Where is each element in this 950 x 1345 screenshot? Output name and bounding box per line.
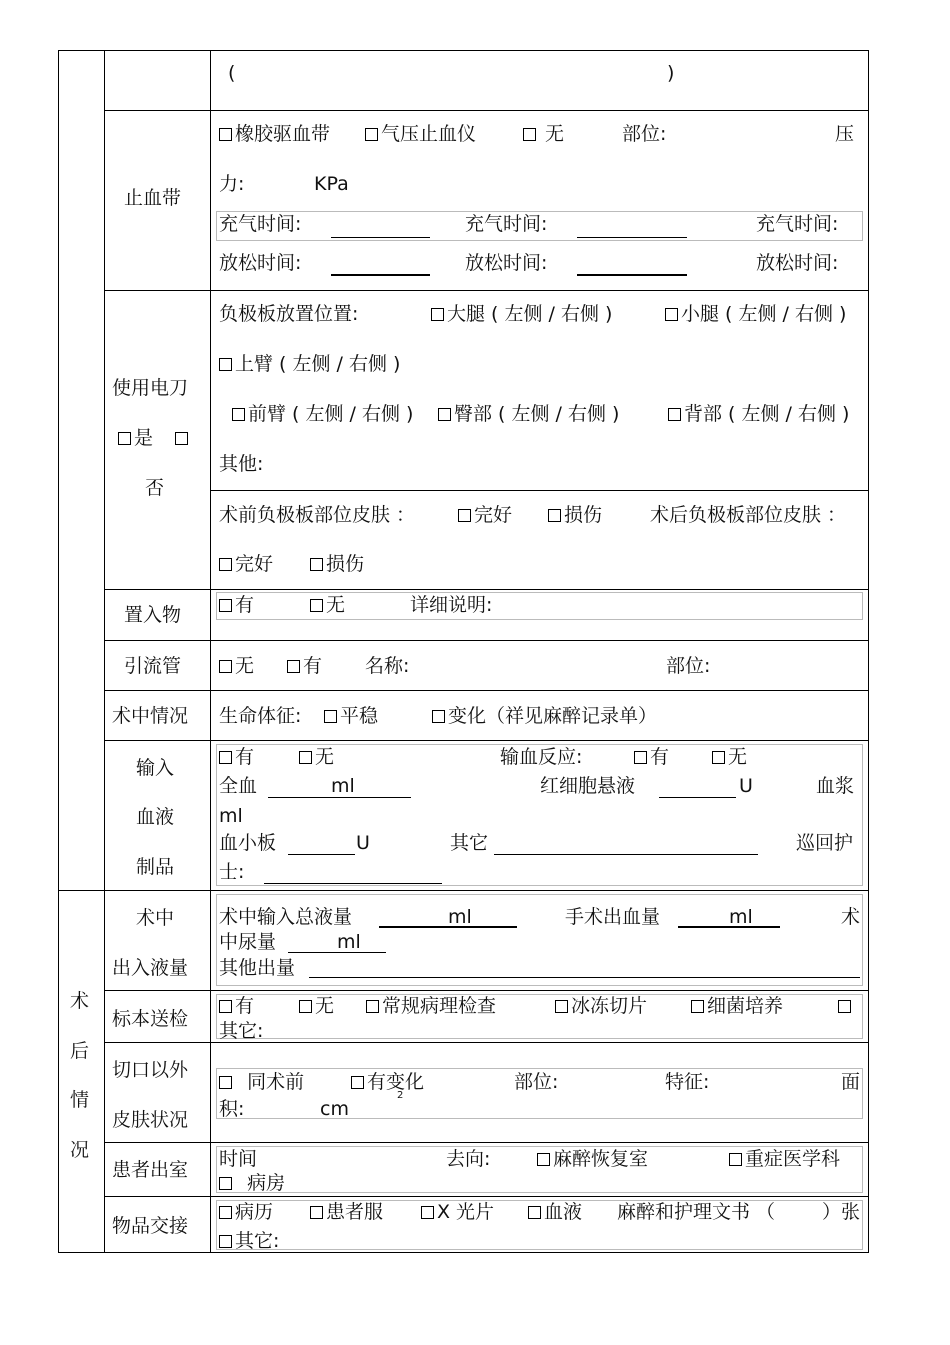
label-time: 时间	[219, 1148, 258, 1170]
label-postop-skin: 术后负极板部位皮肤 ：	[650, 504, 847, 526]
checkbox-icon	[324, 710, 337, 723]
inflate-time-1-field[interactable]	[331, 237, 430, 238]
checkbox-specimen-other[interactable]	[838, 995, 854, 1017]
checkbox-icon	[219, 599, 232, 612]
circulating-nurse-field[interactable]	[264, 883, 442, 884]
row-label-skin-2: 皮肤状况	[112, 1109, 189, 1131]
label-destination: 去向:	[446, 1148, 491, 1170]
row-label-intraop: 术中情况	[112, 705, 189, 727]
checkbox-icon	[351, 1076, 364, 1089]
checkbox-icon	[299, 751, 312, 764]
row-label-electrosurgery: 使用电刀	[112, 377, 189, 399]
label-plasma: 血浆	[816, 775, 855, 797]
label-total-input: 术中输入总液量	[219, 906, 353, 928]
checkbox-routine-pathology[interactable]: 常规病理检查	[366, 995, 496, 1017]
checkbox-implant-no[interactable]: 无	[310, 594, 345, 616]
other-product-field[interactable]	[494, 854, 758, 855]
unit-kpa: KPa	[314, 173, 349, 195]
row-label-fluids-1: 术中	[136, 907, 175, 929]
row-divider	[104, 589, 869, 590]
checkbox-forearm[interactable]: 前臂 ( 左侧 / 右侧 )	[232, 403, 413, 425]
label-other: 其他:	[219, 453, 264, 475]
label-drain-site: 部位:	[666, 655, 711, 677]
label-area-a: 面	[841, 1071, 861, 1093]
column-divider	[210, 50, 211, 1253]
label-detail: 详细说明:	[410, 594, 493, 616]
column-divider	[104, 50, 105, 1253]
label-no: 否	[145, 477, 165, 499]
checkbox-handover-other[interactable]: 其它:	[219, 1230, 279, 1252]
checkbox-icon	[729, 1153, 742, 1166]
label-release-time-1: 放松时间:	[219, 252, 302, 274]
checkbox-icon	[634, 751, 647, 764]
unit-superscript: 2	[397, 1090, 404, 1101]
row-label-specimen: 标本送检	[112, 1008, 189, 1030]
unit-ml: ml	[219, 805, 243, 827]
checkbox-vitals-changed[interactable]: 变化（祥见麻醉记录单）	[432, 705, 657, 727]
label-documents: 麻醉和护理文书 （	[617, 1201, 776, 1223]
section-divider	[58, 890, 869, 891]
checkbox-xray[interactable]: X 光片	[421, 1201, 494, 1223]
row-divider	[104, 290, 869, 291]
checkbox-icon	[118, 432, 131, 445]
label-preop-skin: 术前负极板部位皮肤 ：	[219, 504, 416, 526]
checkbox-icon	[219, 1235, 232, 1248]
label-circulating-nurse-a: 巡回护	[796, 832, 854, 854]
checkbox-icon	[668, 408, 681, 421]
row-label-tourniquet: 止血带	[124, 187, 182, 209]
label-skin-feature: 特征:	[665, 1071, 710, 1093]
checkbox-frozen-section[interactable]: 冰冻切片	[555, 995, 647, 1017]
checkbox-icon	[219, 1000, 232, 1013]
checkbox-bacterial-culture[interactable]: 细菌培养	[691, 995, 783, 1017]
row-divider	[104, 740, 869, 741]
row-label-fluids-2: 出入液量	[112, 957, 189, 979]
checkbox-icon	[432, 710, 445, 723]
unit-ml: ml	[448, 906, 472, 928]
unit-cm: cm	[320, 1098, 349, 1120]
label-pressure-a: 压	[835, 123, 855, 145]
checkbox-specimen-no[interactable]: 无	[299, 995, 334, 1017]
checkbox-upper-arm[interactable]: 上臂 ( 左侧 / 右侧 )	[219, 353, 400, 375]
row-divider	[104, 690, 869, 691]
whole-blood-field[interactable]	[268, 797, 411, 798]
rbc-field[interactable]	[659, 797, 736, 798]
table-border-top	[58, 50, 869, 51]
checkbox-blood[interactable]: 血液	[528, 1201, 582, 1223]
checkbox-vitals-stable[interactable]: 平稳	[324, 705, 378, 727]
section-label-postop-1: 术	[70, 990, 90, 1012]
checkbox-skin-same[interactable]: 同术前	[219, 1071, 304, 1093]
row-divider	[104, 1196, 869, 1197]
row-divider	[104, 640, 869, 641]
checkbox-rubber-tourniquet[interactable]: 橡胶驱血带	[219, 123, 330, 145]
checkbox-pneumatic-tourniquet[interactable]: 气压止血仪	[365, 123, 476, 145]
checkbox-icon	[310, 558, 323, 571]
row-divider	[104, 1042, 869, 1043]
checkbox-transfusion-no[interactable]: 无	[299, 746, 334, 768]
label-release-time-2: 放松时间:	[465, 252, 548, 274]
checkbox-icon	[555, 1000, 568, 1013]
label-other-product: 其它	[450, 832, 489, 854]
checkbox-icu[interactable]: 重症医学科	[729, 1148, 840, 1170]
label-inflate-time-3: 充气时间:	[756, 213, 839, 235]
checkbox-icon	[219, 751, 232, 764]
label-reaction: 输血反应:	[500, 746, 583, 768]
checkbox-implant-yes[interactable]: 有	[219, 594, 254, 616]
checkbox-icon	[287, 660, 300, 673]
row-label-transfusion-2: 血液	[136, 806, 175, 828]
row-label-skin-1: 切口以外	[112, 1059, 189, 1081]
label-site: 部位:	[622, 123, 667, 145]
row-label-transfusion-1: 输入	[136, 757, 175, 779]
checkbox-icon	[421, 1206, 434, 1219]
checkbox-skin-changed[interactable]: 有变化	[351, 1071, 424, 1093]
label-specimen-other: 其它:	[219, 1020, 264, 1042]
checkbox-electrosurgery-no[interactable]	[175, 427, 191, 449]
label-vitals: 生命体征:	[219, 705, 302, 727]
checkbox-drain-no[interactable]: 无	[219, 655, 254, 677]
row-divider	[104, 990, 869, 991]
checkbox-icon	[299, 1000, 312, 1013]
release-time-2-field[interactable]	[577, 274, 687, 276]
checkbox-preop-intact[interactable]: 完好	[458, 504, 512, 526]
checkbox-drain-yes[interactable]: 有	[287, 655, 322, 677]
checkbox-specimen-yes[interactable]: 有	[219, 995, 254, 1017]
checkbox-icon	[366, 1000, 379, 1013]
section-label-postop-2: 后	[70, 1040, 90, 1062]
checkbox-no-tourniquet[interactable]: 无	[523, 123, 564, 145]
checkbox-postop-intact[interactable]: 完好	[219, 553, 273, 575]
checkbox-reaction-yes[interactable]: 有	[634, 746, 669, 768]
table-border-right	[868, 50, 869, 1253]
checkbox-icon	[431, 308, 444, 321]
checkbox-patient-gown[interactable]: 患者服	[310, 1201, 383, 1223]
other-output-field[interactable]	[309, 977, 860, 978]
checkbox-icon	[528, 1206, 541, 1219]
checkbox-icon	[712, 751, 725, 764]
checkbox-icon	[537, 1153, 550, 1166]
label-urine-a: 术	[841, 906, 861, 928]
label-other-output: 其他出量	[219, 957, 296, 979]
label-inflate-time-1: 充气时间:	[219, 213, 302, 235]
checkbox-electrosurgery-yes[interactable]: 是	[118, 427, 153, 449]
checkbox-icon	[232, 408, 245, 421]
checkbox-pacu[interactable]: 麻醉恢复室	[537, 1148, 648, 1170]
release-time-1-field[interactable]	[331, 274, 430, 276]
checkbox-icon	[310, 599, 323, 612]
label-release-time-3: 放松时间:	[756, 252, 839, 274]
label-pressure-b: 力:	[219, 173, 245, 195]
label-circulating-nurse-b: 士:	[219, 861, 245, 883]
section-label-postop-3: 情	[70, 1089, 90, 1111]
row-label-transfusion-3: 制品	[136, 856, 175, 878]
platelet-field[interactable]	[288, 854, 355, 855]
checkbox-icon	[523, 128, 536, 141]
label-rbc: 红细胞悬液	[540, 775, 636, 797]
checkbox-icon	[219, 558, 232, 571]
label-skin-site: 部位:	[514, 1071, 559, 1093]
checkbox-icon	[219, 128, 232, 141]
paren-open: (	[228, 62, 236, 84]
unit-u: U	[356, 832, 370, 854]
row-divider	[210, 490, 869, 491]
checkbox-icon	[310, 1206, 323, 1219]
label-inflate-time-2: 充气时间:	[465, 213, 548, 235]
checkbox-transfusion-yes[interactable]: 有	[219, 746, 254, 768]
checkbox-icon	[219, 1206, 232, 1219]
row-label-handover: 物品交接	[112, 1215, 189, 1237]
checkbox-icon	[219, 1076, 232, 1089]
label-pad-position: 负极板放置位置:	[219, 303, 359, 325]
checkbox-icon	[691, 1000, 704, 1013]
paren-close: )	[667, 62, 675, 84]
checkbox-preop-damaged[interactable]: 损伤	[548, 504, 602, 526]
table-border-left	[58, 50, 59, 1253]
row-label-drain: 引流管	[124, 655, 182, 677]
checkbox-reaction-no[interactable]: 无	[712, 746, 747, 768]
checkbox-icon	[438, 408, 451, 421]
checkbox-icon	[219, 358, 232, 371]
unit-ml: ml	[337, 931, 361, 953]
checkbox-back[interactable]: 背部 ( 左侧 / 右侧 )	[668, 403, 849, 425]
label-drain-name: 名称:	[365, 655, 410, 677]
checkbox-medical-record[interactable]: 病历	[219, 1201, 273, 1223]
label-urine-b: 中尿量	[219, 931, 277, 953]
checkbox-postop-damaged[interactable]: 损伤	[310, 553, 364, 575]
label-area-b: 积:	[219, 1098, 245, 1120]
section-label-postop-4: 况	[70, 1139, 90, 1161]
table-border-bottom	[58, 1252, 869, 1253]
checkbox-icon	[458, 509, 471, 522]
checkbox-ward[interactable]: 病房	[219, 1172, 285, 1194]
unit-ml: ml	[331, 775, 355, 797]
checkbox-thigh[interactable]: 大腿 ( 左侧 / 右侧 )	[431, 303, 612, 325]
row-label-implant: 置入物	[124, 604, 182, 626]
label-sheets: ）张	[822, 1201, 861, 1223]
row-divider	[104, 110, 869, 111]
checkbox-icon	[219, 660, 232, 673]
checkbox-icon	[665, 308, 678, 321]
label-platelet: 血小板	[219, 832, 277, 854]
checkbox-icon	[175, 432, 188, 445]
checkbox-icon	[838, 1000, 851, 1013]
row-label-exit: 患者出室	[112, 1159, 189, 1181]
checkbox-icon	[365, 128, 378, 141]
label-whole-blood: 全血	[219, 775, 258, 797]
checkbox-buttock[interactable]: 臀部 ( 左侧 / 右侧 )	[438, 403, 619, 425]
checkbox-icon	[548, 509, 561, 522]
checkbox-icon	[219, 1177, 232, 1190]
checkbox-calf[interactable]: 小腿 ( 左侧 / 右侧 )	[665, 303, 846, 325]
row-divider	[104, 1142, 869, 1143]
inflate-time-2-field[interactable]	[577, 237, 687, 238]
label-blood-loss: 手术出血量	[565, 906, 661, 928]
unit-ml: ml	[729, 906, 753, 928]
unit-u: U	[739, 775, 753, 797]
